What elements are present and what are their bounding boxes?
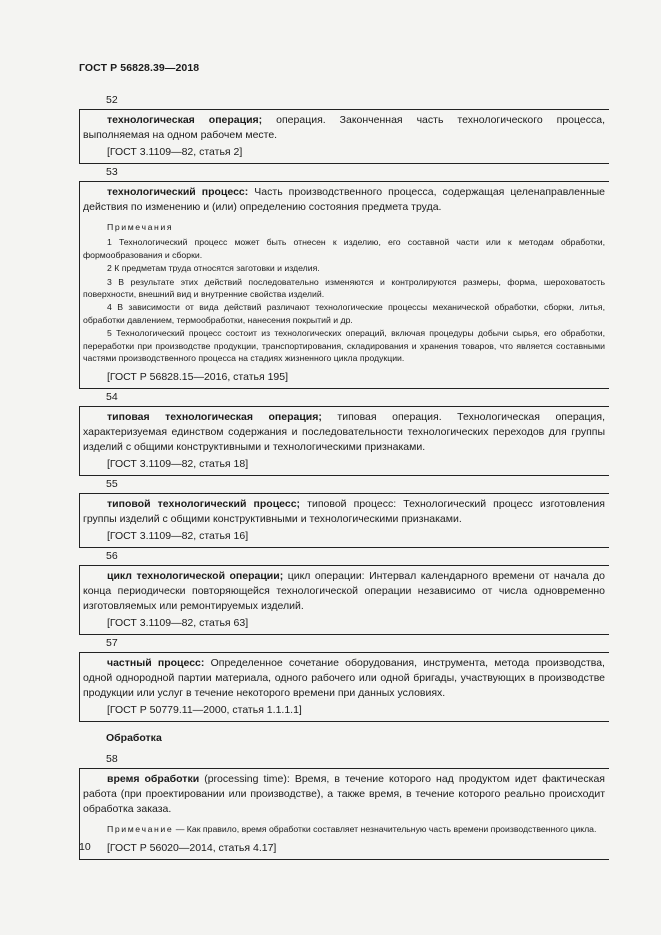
note-label: Примечание [107, 824, 174, 835]
term-entry [79, 406, 609, 476]
definition [83, 497, 605, 527]
page-number: 10 [79, 841, 91, 853]
terms-list [79, 92, 609, 860]
term-entry [79, 565, 609, 635]
entry-number: 54 [106, 391, 118, 404]
term-entry [79, 768, 609, 859]
source-reference: [ГОСТ 3.1109—82, статья 63] [107, 617, 249, 630]
definition [83, 410, 605, 455]
term: время обработки [107, 773, 200, 786]
entry-number: 53 [106, 166, 118, 178]
source-reference: [ГОСТ 3.1109—82, статья 16] [107, 530, 249, 543]
definition-text: типовой процесс: Технологический процесс изготовления группы изделий с общими конструктивными и технологическими признаками. [83, 498, 605, 526]
term-entry [79, 181, 609, 389]
definition [83, 113, 605, 143]
notes-block [83, 221, 605, 364]
definition [83, 772, 605, 817]
definition-text: Определенное сочетание оборудования, инструмента, метода производства, одной однородной партии материала, одного рабочего или одной бригады, участвующих в производстве продукции или услуг в течение некоторого времени при данных условиях. [83, 657, 605, 700]
source-reference: [ГОСТ Р 50779.11—2000, статья 1.1.1.1] [107, 704, 302, 717]
entry-number: 58 [106, 753, 118, 766]
definition-text: Часть производственного процесса, содержащая целенаправленные действия по изменению и (или) определению состояния предмета труда. [83, 186, 606, 213]
definition [83, 185, 605, 215]
term: типовая технологическая операция; [107, 411, 322, 424]
source-reference: [ГОСТ 3.1109—82, статья 18] [107, 458, 249, 471]
term-entry [79, 109, 609, 164]
term: технологический процесс: [107, 186, 249, 198]
term-entry [79, 652, 609, 722]
source-reference: [ГОСТ 3.1109—82, статья 2] [107, 146, 243, 158]
section-title: Обработка [106, 732, 162, 745]
definition-text: типовая операция. Технологическая операция, характеризуемая единством содержания и последовательности технологических переходов для группы изделий с общими конструктивными и технологическими признаками. [83, 411, 605, 454]
term: технологическая операция; [107, 114, 263, 126]
entry-number: 57 [106, 637, 118, 650]
entry-number: 56 [106, 550, 118, 563]
note-item: 1 Технологический процесс может быть отнесен к изделию, его составной части или к методам обработки, формообразования и сборки. [83, 237, 605, 260]
term: частный процесс: [107, 657, 205, 670]
notes-header: Примечания [107, 222, 174, 232]
definition-text: цикл операции: Интервал календарного времени от начала до конца периодически повторяющейся технологической операции независимо от числа одновременно изготовляемых или ремонтируемых изделий. [83, 570, 605, 613]
definition [83, 656, 605, 701]
note-item: 4 В зависимости от вида действий различают технологические процессы механической обработки, сборки, литья, обработки давлением, термообработки, нанесения покрытий и др. [83, 302, 605, 325]
term: типовой технологический процесс; [107, 498, 301, 511]
note-item: 3 В результате этих действий последовательно изменяются и контролируются размеры, форма, шероховатость поверхности, внешний вид и внутренние свойства изделий. [83, 276, 605, 300]
term: цикл технологической операции; [107, 570, 284, 583]
entry-number: 55 [106, 478, 118, 491]
definition-text: операция. Законченная часть технологического процесса, выполняемая на одном рабочем месте. [83, 114, 606, 141]
term-entry [79, 493, 609, 548]
notes-block [83, 823, 605, 835]
source-reference: [ГОСТ Р 56020—2014, статья 4.17] [107, 841, 277, 854]
note-item: 2 К предметам труда относятся заготовки и изделия. [107, 263, 320, 274]
definition [83, 569, 605, 614]
definition-text: (processing time): Время, в течение которого над продуктом идет фактическая работа (при проектировании или производстве), а также время, в течение которого реально происходит обработка заказа. [83, 773, 605, 816]
note-item [83, 823, 605, 835]
document-header: ГОСТ Р 56828.39—2018 [79, 62, 200, 74]
note-item: 5 Технологический процесс состоит из технологических операций, включая процедуры добычи сырья, его обработки, переработки при производстве продукции, транспортирования, складирования и хранения товаров, что является составными частями производственного процесса на стадиях жизненного цикла продукции. [83, 328, 605, 364]
entry-number: 52 [106, 94, 118, 106]
source-reference: [ГОСТ Р 56828.15—2016, статья 195] [107, 371, 289, 384]
note-text: — Как правило, время обработки составляет незначительную часть времени производственного цикла. [173, 824, 597, 835]
